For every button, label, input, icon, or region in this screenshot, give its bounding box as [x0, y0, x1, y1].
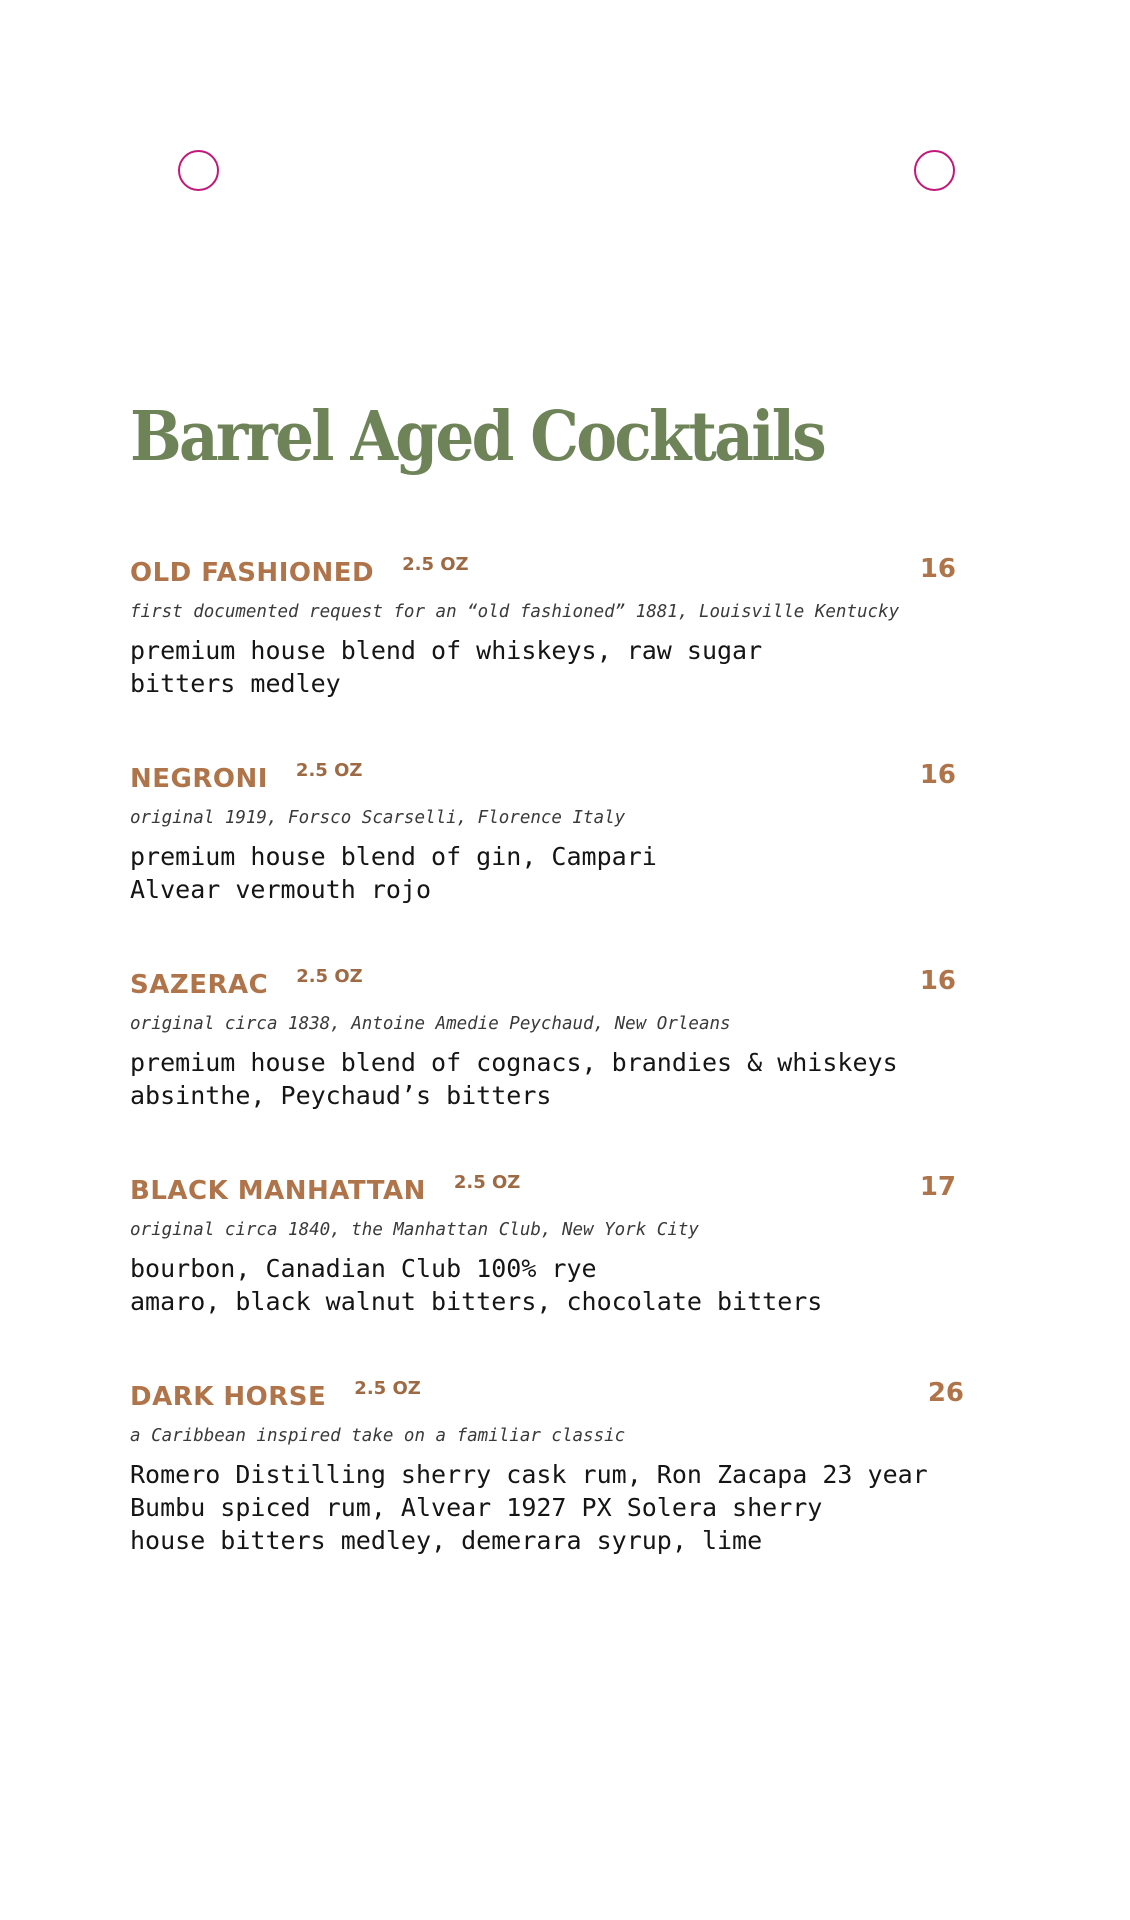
- item-origin: first documented request for an “old fashioned” 1881, Louisville Kentucky: [130, 602, 900, 622]
- item-description-line: absinthe, Peychaud’s bitters: [130, 1081, 552, 1110]
- menu-title: Barrel Aged Cocktails: [130, 397, 825, 477]
- item-description-line: Romero Distilling sherry cask rum, Ron Zacapa 23 year: [130, 1460, 928, 1489]
- item-price: 17: [919, 1172, 956, 1202]
- item-price: 16: [919, 760, 956, 790]
- item-pour-size: 2.5 OZ: [402, 554, 469, 575]
- menu-items: [130, 550, 964, 1557]
- item-header: [130, 550, 960, 588]
- item-description-line: bitters medley: [130, 669, 341, 698]
- menu-item-dark-horse: [130, 1374, 964, 1557]
- item-origin: original circa 1840, the Manhattan Club, New York City: [130, 1220, 699, 1240]
- item-pour-size: 2.5 OZ: [295, 760, 363, 781]
- cocktail-menu: [130, 392, 964, 1613]
- item-description-line: amaro, black walnut bitters, chocolate bitters: [130, 1287, 823, 1316]
- item-description-line: Bumbu spiced rum, Alvear 1927 PX Solera sherry: [130, 1493, 823, 1522]
- item-description: [130, 1458, 960, 1557]
- item-description-line: premium house blend of cognacs, brandies & whiskeys: [130, 1048, 898, 1077]
- item-description-line: Alvear vermouth rojo: [130, 875, 432, 904]
- item-description: [130, 1046, 960, 1112]
- item-description: [130, 840, 960, 906]
- item-description-line: premium house blend of whiskeys, raw sugar: [130, 636, 763, 665]
- item-name: BLACK MANHATTAN: [130, 1176, 426, 1206]
- item-pour-size: 2.5 OZ: [453, 1172, 521, 1193]
- item-name: DARK HORSE: [130, 1382, 327, 1412]
- item-header: [130, 1168, 960, 1206]
- item-header: [130, 756, 960, 794]
- item-description-line: bourbon, Canadian Club 100% rye: [130, 1254, 597, 1283]
- item-name: OLD FASHIONED: [130, 558, 375, 588]
- item-price: 26: [927, 1378, 964, 1408]
- menu-item-sazerac: [130, 962, 960, 1112]
- item-origin: original 1919, Forsco Scarselli, Florence Italy: [130, 808, 626, 828]
- item-description: [130, 1252, 960, 1318]
- menu-item-black-manhattan: [130, 1168, 960, 1318]
- item-pour-size: 2.5 OZ: [354, 1378, 421, 1399]
- item-header: [130, 1374, 964, 1412]
- item-pour-size: 2.5 OZ: [296, 966, 363, 987]
- menu-item-negroni: [130, 756, 960, 906]
- menu-item-old-fashioned: [130, 550, 960, 700]
- item-origin: a Caribbean inspired take on a familiar classic: [130, 1426, 626, 1446]
- item-price: 16: [919, 966, 956, 996]
- item-origin: original circa 1838, Antoine Amedie Peychaud, New Orleans: [130, 1014, 731, 1034]
- item-description: [130, 634, 960, 700]
- item-price: 16: [919, 554, 956, 584]
- punch-hole-marker-right: [914, 150, 955, 191]
- item-header: [130, 962, 960, 1000]
- item-description-line: premium house blend of gin, Campari: [130, 842, 657, 871]
- item-name: SAZERAC: [130, 970, 269, 1000]
- item-description-line: house bitters medley, demerara syrup, lime: [130, 1526, 763, 1555]
- item-name: NEGRONI: [130, 764, 268, 794]
- punch-hole-marker-left: [178, 150, 219, 191]
